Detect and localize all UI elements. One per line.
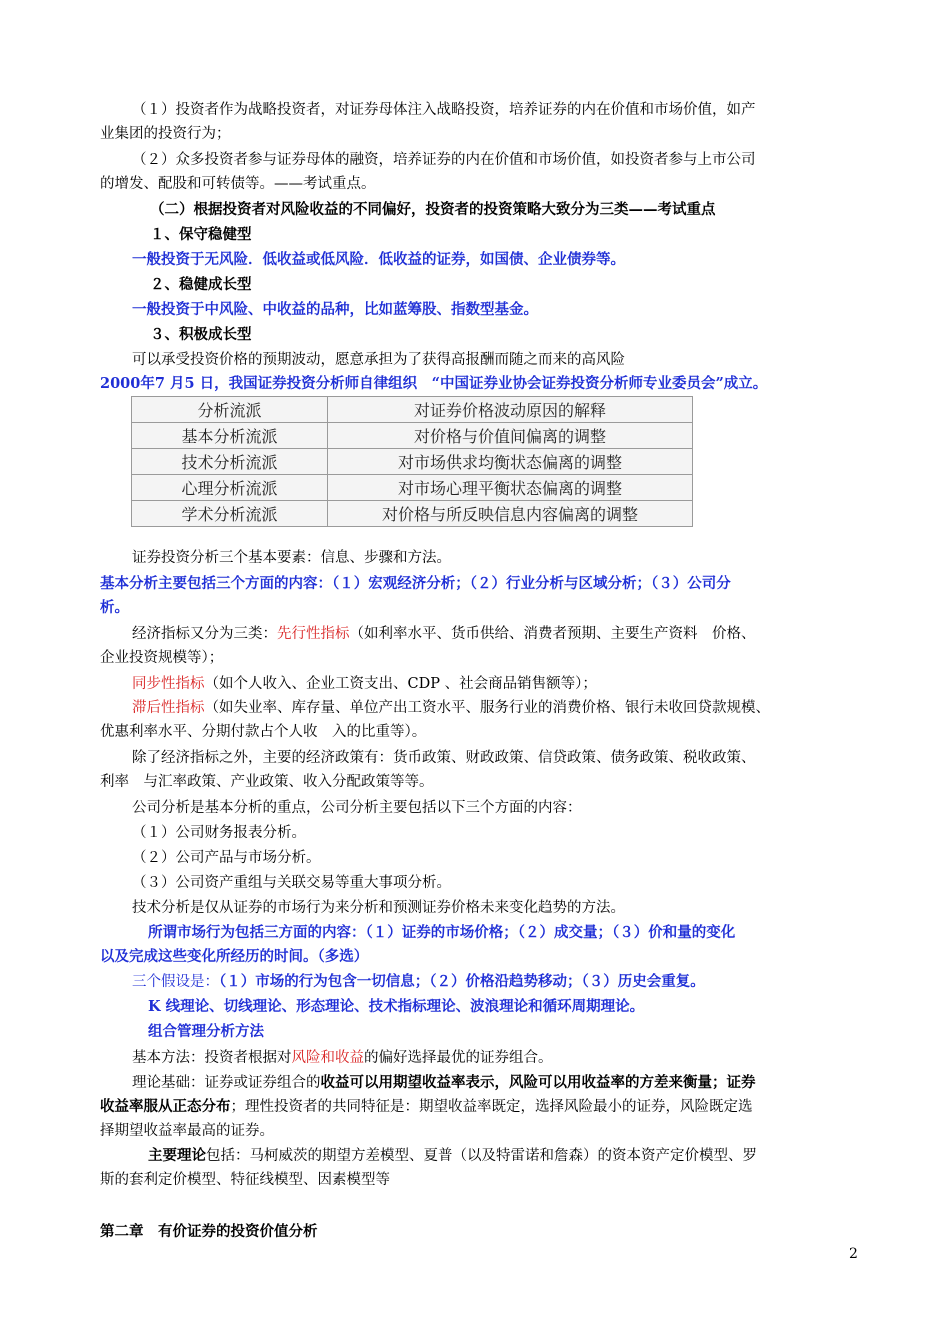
chapter-title: 第二章 有价证券的投资价值分析 bbox=[100, 1223, 318, 1240]
list-item: （３）公司资产重组与关联交易等重大事项分析。 bbox=[132, 875, 451, 891]
table-cell: 对证券价格波动原因的解释 bbox=[328, 397, 693, 423]
basic-analysis-line2: 析。 bbox=[100, 599, 129, 616]
theory-basis-line1: 理论基础：证券或证券组合的收益可以用期望收益率表示，风险可以用收益率的方差来衡量；证券 bbox=[132, 1074, 756, 1091]
company-intro: 公司分析是基本分析的重点，公司分析主要包括以下三个方面的内容： bbox=[132, 800, 582, 816]
market-behavior-line1: 所谓市场行为包括三方面的内容：（１）证券的市场价格；（２）成交量；（３）价和量的变化 bbox=[148, 924, 736, 941]
lagging-line2: 优惠利率水平、分期付款占个人收 入的比重等）。 bbox=[100, 724, 427, 740]
theories-line: K 线理论、切线理论、形态理论、技术指标理论、波浪理论和循环周期理论。 bbox=[148, 998, 645, 1015]
theory-basis-line3: 择期望收益率最高的证券。 bbox=[100, 1123, 274, 1139]
main-theory-line1: 主要理论包括：马柯威茨的期望方差模型、夏普（以及特雷诺和詹森）的资本资产定价模型、罗 bbox=[148, 1147, 757, 1164]
lagging-indicator: 滞后性指标 bbox=[132, 700, 205, 716]
market-behavior-line2: 以及完成这些变化所经历的时间。（多选） bbox=[100, 948, 369, 965]
lagging-line1: 滞后性指标（如失业率、库存量、单位产出工资水平、服务行业的消费价格、银行未收回贷款规模、 bbox=[132, 700, 770, 716]
econ-indicators-line1: 经济指标又分为三类：先行性指标（如利率水平、货币供给、消费者预期、主要生产资料 价格、 bbox=[132, 626, 756, 642]
table-cell: 技术分析流派 bbox=[132, 449, 328, 475]
policy-line1: 除了经济指标之外，主要的经济政策有：货币政策、财政政策、信贷政策、债务政策、税收政策、 bbox=[132, 750, 756, 766]
table-row bbox=[132, 397, 693, 423]
table-cell: 基本分析流派 bbox=[132, 423, 328, 449]
table-cell: 心理分析流派 bbox=[132, 475, 328, 501]
coincident-indicator: 同步性指标 bbox=[132, 676, 205, 692]
strategy-heading: （二）根据投资者对风险收益的不同偏好，投资者的投资策略大致分为三类——考试重点 bbox=[150, 201, 716, 218]
table-row bbox=[132, 449, 693, 475]
table-cell: 分析流派 bbox=[132, 397, 328, 423]
table-row bbox=[132, 423, 693, 449]
three-elements: 证券投资分析三个基本要素：信息、步骤和方法。 bbox=[132, 550, 451, 566]
table-cell: 对市场心理平衡状态偏离的调整 bbox=[328, 475, 693, 501]
assumptions-line: 三个假设是：（１）市场的行为包含一切信息；（２）价格沿趋势移动；（３）历史会重复。 bbox=[132, 973, 705, 990]
type-conservative-desc: 一般投资于无风险．低收益或低风险．低收益的证券，如国债、企业债券等。 bbox=[132, 251, 625, 268]
main-theory-line2: 斯的套利定价模型、特征线模型、因素模型等 bbox=[100, 1172, 390, 1188]
type-steady-title: ２、稳健成长型 bbox=[150, 276, 252, 293]
type-conservative-title: １、保守稳健型 bbox=[150, 226, 252, 243]
theory-basis-line2: 收益率服从正态分布；理性投资者的共同特征是：期望收益率既定，选择风险最小的证券，风险既定选 bbox=[100, 1098, 753, 1115]
table-row bbox=[132, 501, 693, 527]
basic-method-line: 基本方法：投资者根据对风险和收益的偏好选择最优的证券组合。 bbox=[132, 1050, 553, 1066]
table-cell: 对价格与所反映信息内容偏离的调整 bbox=[328, 501, 693, 527]
table-row bbox=[132, 475, 693, 501]
list-item: （２）公司产品与市场分析。 bbox=[132, 850, 321, 866]
table-cell: 学术分析流派 bbox=[132, 501, 328, 527]
type-aggressive-desc: 可以承受投资价格的预期波动，愿意承担为了获得高报酬而随之而来的高风险 bbox=[132, 352, 625, 368]
table-cell: 对价格与价值间偏离的调整 bbox=[328, 423, 693, 449]
policy-line2: 利率 与汇率政策、产业政策、收入分配政策等等。 bbox=[100, 774, 434, 790]
leading-indicator: 先行性指标 bbox=[277, 626, 350, 642]
basic-analysis-line1: 基本分析主要包括三个方面的内容：（１）宏观经济分析；（２）行业分析与区域分析；（３）公司分 bbox=[100, 575, 731, 592]
coincident-line: 同步性指标（如个人收入、企业工资支出、CDP 、社会商品销售额等）； bbox=[132, 676, 597, 692]
portfolio-heading: 组合管理分析方法 bbox=[148, 1023, 264, 1040]
tech-analysis-def: 技术分析是仅从证券的市场行为来分析和预测证券价格未来变化趋势的方法。 bbox=[132, 900, 625, 916]
analyst-committee-note: 2000年7 月5 日，我国证券投资分析师自律组织 “中国证券业协会证券投资分析师专业委员会”成立。 bbox=[100, 375, 768, 392]
type-steady-desc: 一般投资于中风险、中收益的品种，比如蓝筹股、指数型基金。 bbox=[132, 301, 538, 318]
page-number: 2 bbox=[849, 1246, 858, 1262]
table-cell: 对市场供求均衡状态偏离的调整 bbox=[328, 449, 693, 475]
analysis-schools-table bbox=[131, 396, 693, 527]
list-item: （１）公司财务报表分析。 bbox=[132, 825, 306, 841]
type-aggressive-title: ３、积极成长型 bbox=[150, 326, 252, 343]
econ-indicators-line2: 企业投资规模等）； bbox=[100, 650, 224, 666]
